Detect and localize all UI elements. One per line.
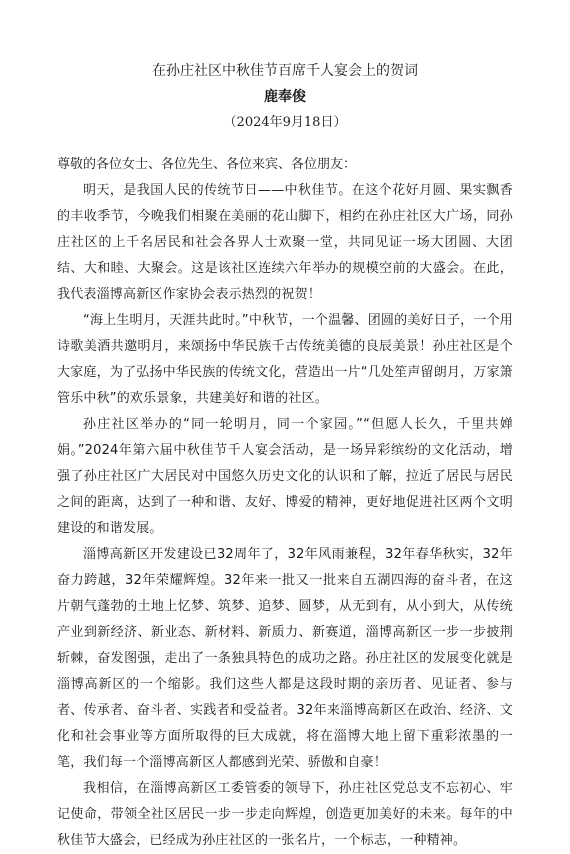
- paragraph-2: “海上生明月，天涯共此时。”中秋节，一个温馨、团圆的美好日子，一个用诗歌美酒共邀明月，来颂扬中华民族千古传统美德的良辰美景！孙庄社区是个大家庭，为了弘扬中华民族的传统文化，营造出一片“几处笙声留朗月，万家箫管乐中秋”的欢乐景象，共建美好和谐的社区。: [57, 313, 513, 406]
- paragraph-1: 明天，是我国人民的传统节日——中秋佳节。在这个花好月圆、果实飘香的丰收季节，今晚我们相聚在美丽的花山脚下，相约在孙庄社区大广场，同孙庄社区的上千名居民和社会各界人士欢聚一堂，共同见证一场大团圆、大团结、大和睦、大聚会。这是该社区连续六年举办的规模空前的大盛会。在此，我代表淄博高新区作家协会表示热烈的祝贺！: [57, 183, 513, 302]
- paragraph-3: 孙庄社区举办的“同一轮明月，同一个家园。”“但愿人长久，千里共婵娟。”2024年第六届中秋佳节千人宴会活动，是一场异彩缤纷的文化活动，增强了孙庄社区广大居民对中国悠久历史文化的认识和了解，拉近了居民与居民之间的距离，达到了一种和谐、友好、博爱的精神，更好地促进社区两个文明建设的和谐发展。: [57, 417, 513, 536]
- salutation: 尊敬的各位女士、各位先生、各位来宾、各位朋友：: [57, 157, 357, 172]
- document-date: （2024年9月18日）: [223, 115, 347, 130]
- document-title: 在孙庄社区中秋佳节百席千人宴会上的贺词: [152, 63, 418, 79]
- document-author: 鹿奉俊: [264, 89, 306, 105]
- paragraph-4: 淄博高新区开发建设已32周年了，32年风雨兼程，32年春华秋实，32年奋力跨越，32年荣耀辉煌。32年来一批又一批来自五湖四海的奋斗者，在这片朝气蓬勃的土地上忆梦、筑梦、追梦、圆梦，从无到有，从小到大，从传统产业到新经济、新业态、新材料、新质力、新赛道，淄博高新区一步一步披荆斩棘，奋发图强，走出了一条独具特色的成功之路。孙庄社区的发展变化就是淄博高新区的一个缩影。我们这些人都是这段时期的亲历者、见证者、参与者、传承者、奋斗者、实践者和受益者。32年来淄博高新区在政治、经济、文化和社会事业等方面所取得的巨大成就，将在淄博大地上留下重彩浓墨的一笔，我们每一个淄博高新区人都感到光荣、骄傲和自豪！: [57, 547, 513, 770]
- paragraph-5: 我相信，在淄博高新区工委管委的领导下，孙庄社区党总支不忘初心、牢记使命，带领全社区居民一步一步走向辉煌，创造更加美好的未来。每年的中秋佳节大盛会，已经成为孙庄社区的一张名片，一个标志，一种精神。: [57, 781, 513, 848]
